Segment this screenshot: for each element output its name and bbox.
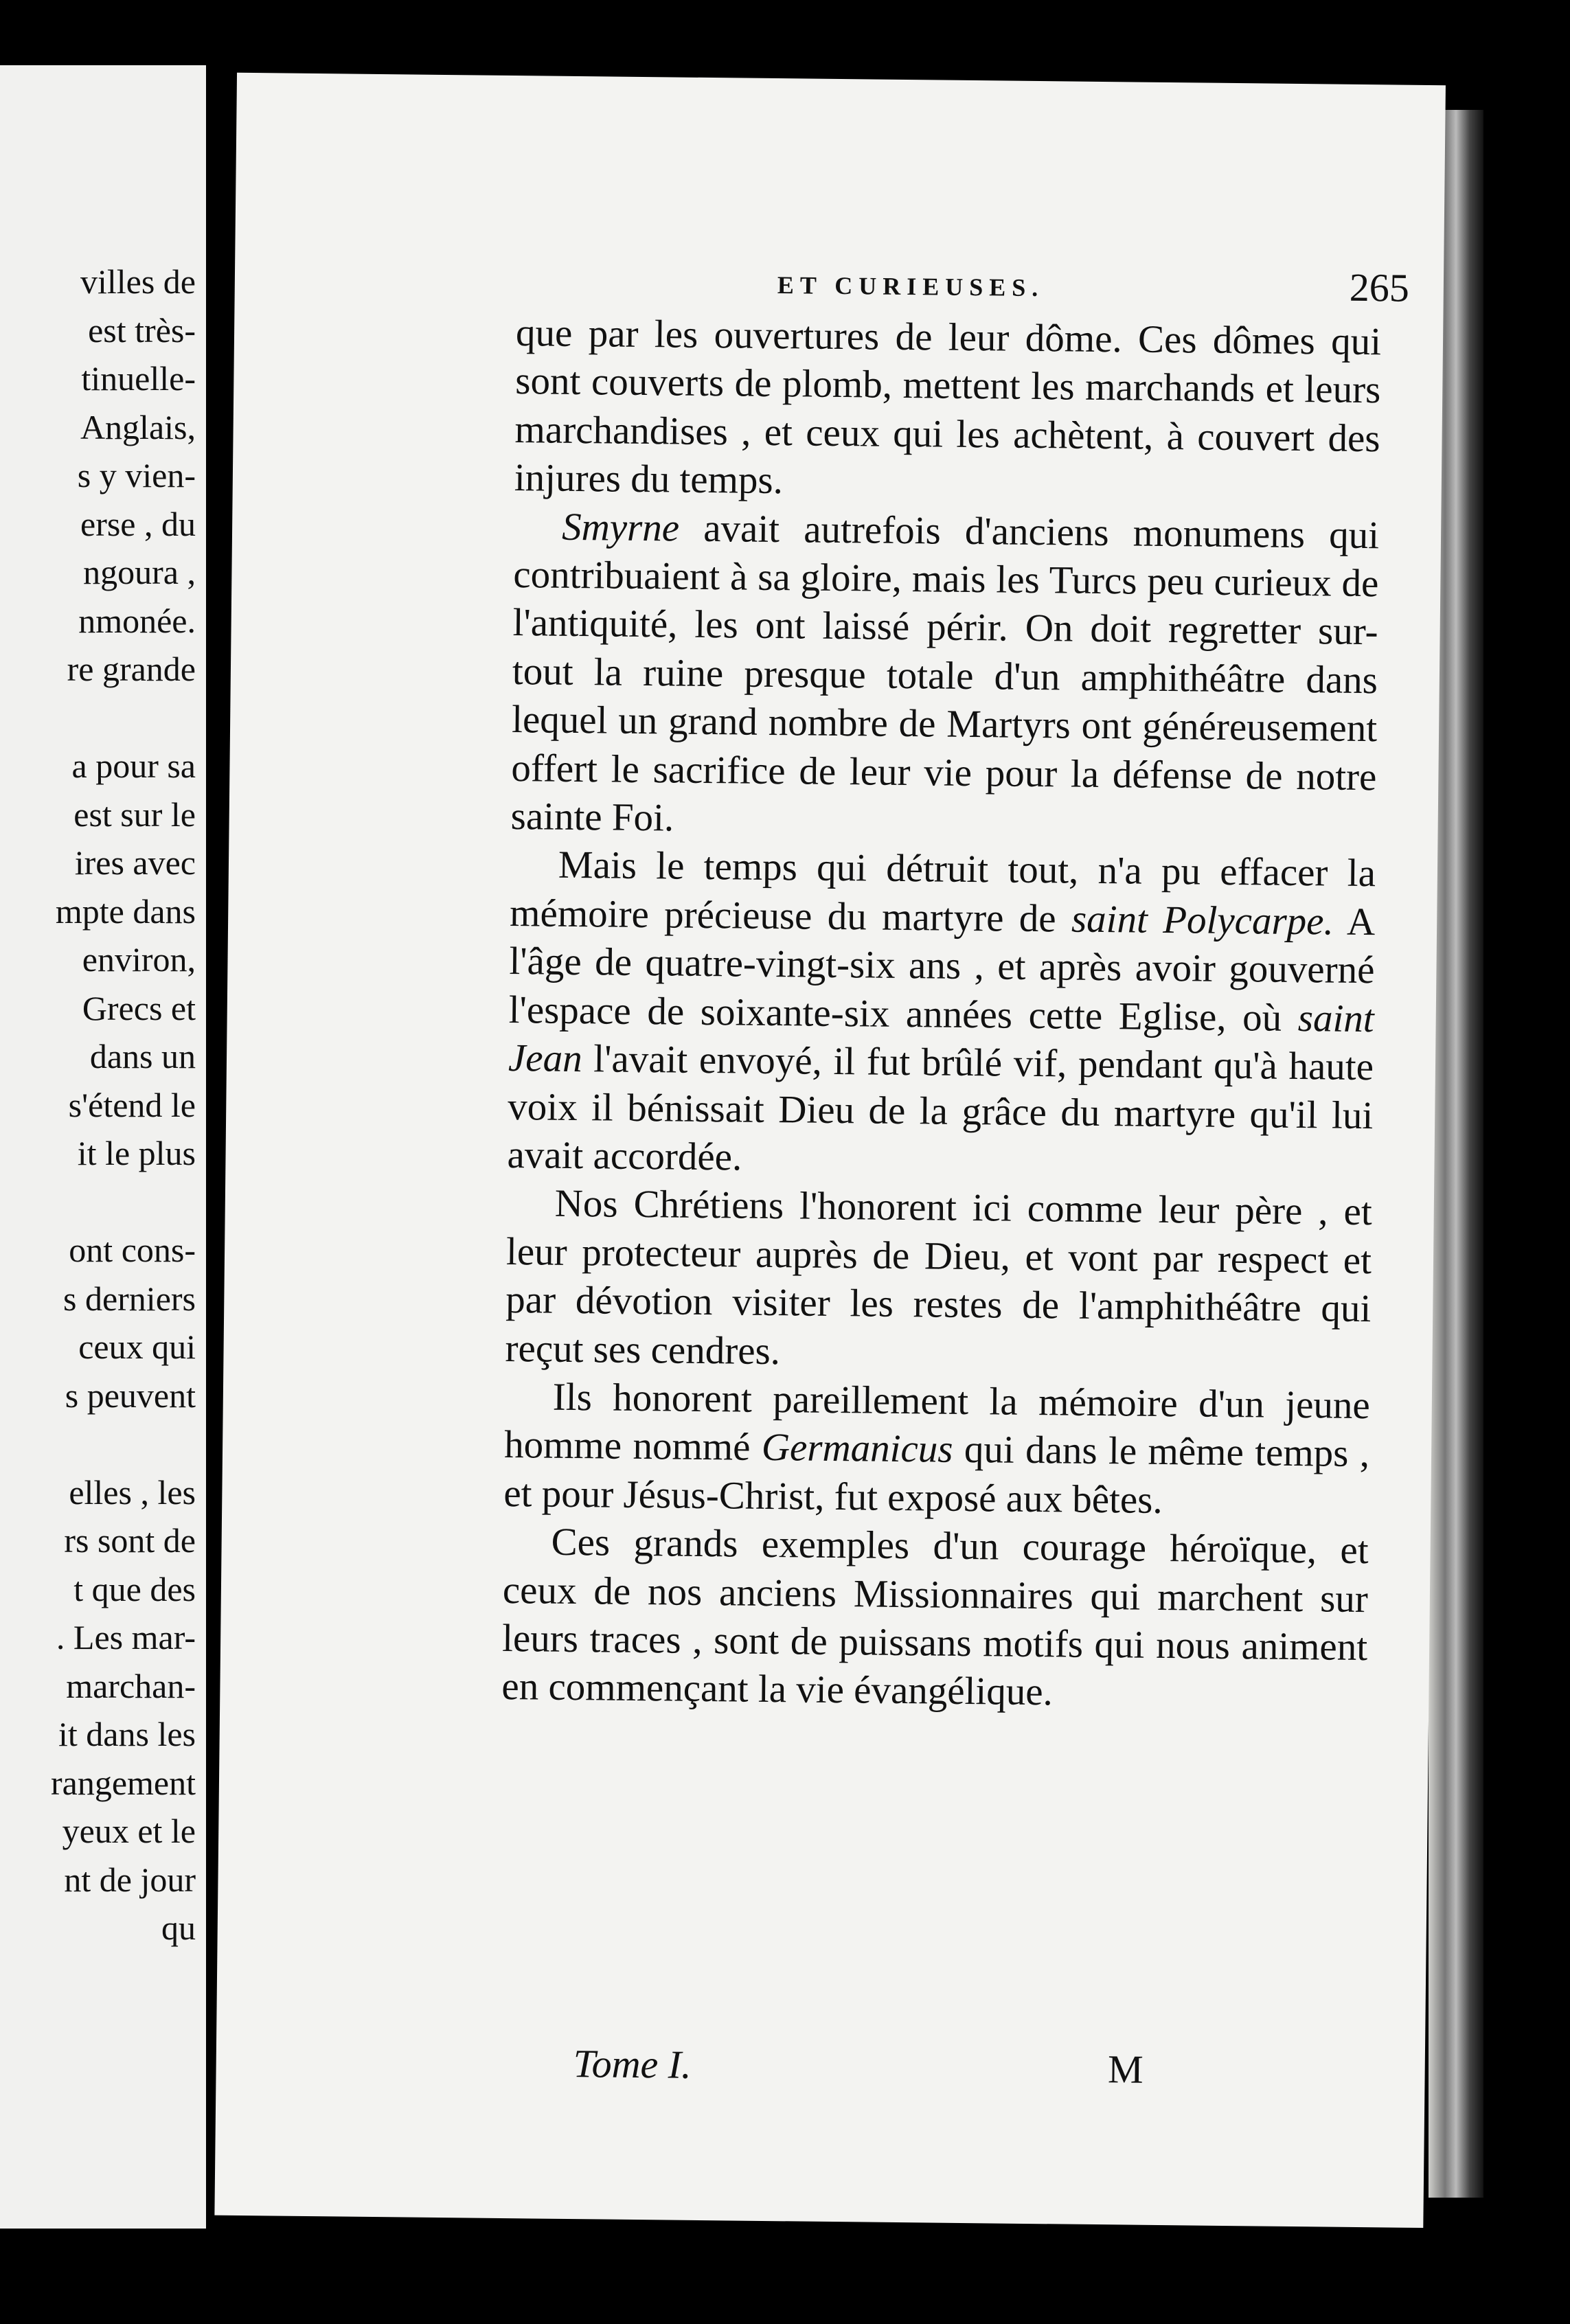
left-page-line: qu [161,1909,196,1947]
left-page-line: a pour sa [71,747,196,785]
left-page-line: erse , du [80,504,196,543]
left-page-line: s y vien- [77,456,196,494]
left-page-line: elles , les [69,1472,196,1512]
left-page-line: nmonée. [78,601,196,640]
text-run: Mais le temps qui détruit tout, n'a pu effacer la mémoire précieuse du martyre de [509,843,1376,941]
text-run: Nos Chrétiens l'honorent ici comme leur père , et leur protecteur auprès de Dieu, et vont par respect et par dévotion visiter les restes de l'amphithéâtre qui reçut ses cendres. [505,1182,1373,1373]
body-text [501,309,1381,1720]
left-page-line: nt de jour [64,1860,196,1899]
left-page-fragment [0,65,206,2229]
text-run: l'avait envoyé, il fut brûlé vif, pendant qu'à haute voix il bénissait Dieu de la grâce du martyre qu'il lui avait accordée. [507,1037,1374,1179]
text-run: Ces grands exemples d'un courage héroïque, et ceux de nos anciens Missionnaires qui marchent sur leurs traces , sont de puissans motifs qui nous animent en commençant la vie évangélique. [501,1520,1369,1714]
footer-volume: Tome I. [573,2041,692,2087]
left-page-line: . Les mar- [56,1618,196,1656]
text-run: A l'âge de quatre-vingt-six ans , et après avoir gouverné l'espace de soixante-six années cette Eglise, où [508,900,1376,1040]
paragraph [514,309,1382,512]
left-page-line: s derniers [63,1279,196,1318]
left-page-line: ont cons- [69,1231,196,1269]
paragraph [503,1373,1370,1527]
left-page-line: est sur le [73,795,196,834]
left-page-line: villes de [80,262,196,301]
paragraph [510,503,1379,850]
left-page-line: Anglais, [80,407,196,446]
left-page-text [0,258,196,1952]
left-page-line: environ, [82,940,196,979]
text-run: que par les ouvertures de leur dôme. Ces dômes qui sont couverts de plomb, mettent les marchands et leurs marchandises , et ceux qui les achètent, à couvert des injures du temps. [514,311,1382,503]
left-page-line: ceux qui [78,1328,196,1366]
left-page-line: it le plus [77,1134,196,1172]
left-page-line: est très- [88,310,196,350]
left-page-line: re grande [67,650,196,688]
left-page-line: t que des [73,1569,196,1608]
paragraph [501,1518,1369,1720]
text-run: avait autrefois d'anciens monumens qui contribuaient à sa gloire, mais les Turcs peu curieux de l'antiquité, les ont laissé périr. On doit regretter sur-tout la ruine presque totale d'un amphithéâtre dans lequel un grand nombre de Martyrs ont généreusement offert le sacrifice de leur vie pour la défense de notre sainte Foi. [510,506,1380,840]
page-footer [573,2040,1144,2093]
page-number: 265 [1349,264,1410,310]
left-page-line [0,1178,196,1227]
running-head [551,264,1410,310]
left-page-line: ngoura , [83,553,196,591]
right-page [214,73,1446,2228]
left-page-line: s'étend le [68,1085,196,1124]
left-page-line [0,694,196,742]
left-page-line: rangement [50,1763,196,1802]
left-page-line: yeux et le [62,1812,196,1850]
italic-text: saint Polycarpe. [1071,897,1334,944]
left-page-line: marchan- [66,1666,196,1705]
text-run: Ils honorent pareillement la mémoire d'un jeune homme nommé [503,1375,1371,1470]
left-page-line: dans un [89,1037,196,1075]
italic-text: Smyrne [561,505,680,550]
italic-text: saint Jean [508,996,1375,1081]
left-page-line: mpte dans [55,891,196,931]
left-page-line: tinuelle- [81,359,196,398]
paragraph [507,841,1376,1188]
paragraph [505,1179,1372,1382]
left-page-line: Grecs et [82,988,196,1027]
left-page-line: rs sont de [64,1521,196,1560]
left-page-line: ires avec [74,843,196,882]
left-page-line: it dans les [58,1715,196,1753]
left-page-line: s peuvent [65,1376,196,1415]
running-head-title: ET CURIEUSES. [777,271,1045,302]
left-page-line [0,1420,196,1468]
italic-text: Germanicus [761,1426,953,1472]
footer-signature: M [1107,2047,1144,2092]
text-run: qui dans le même temps , et pour Jésus-Christ, fut exposé aux bêtes. [503,1428,1370,1522]
